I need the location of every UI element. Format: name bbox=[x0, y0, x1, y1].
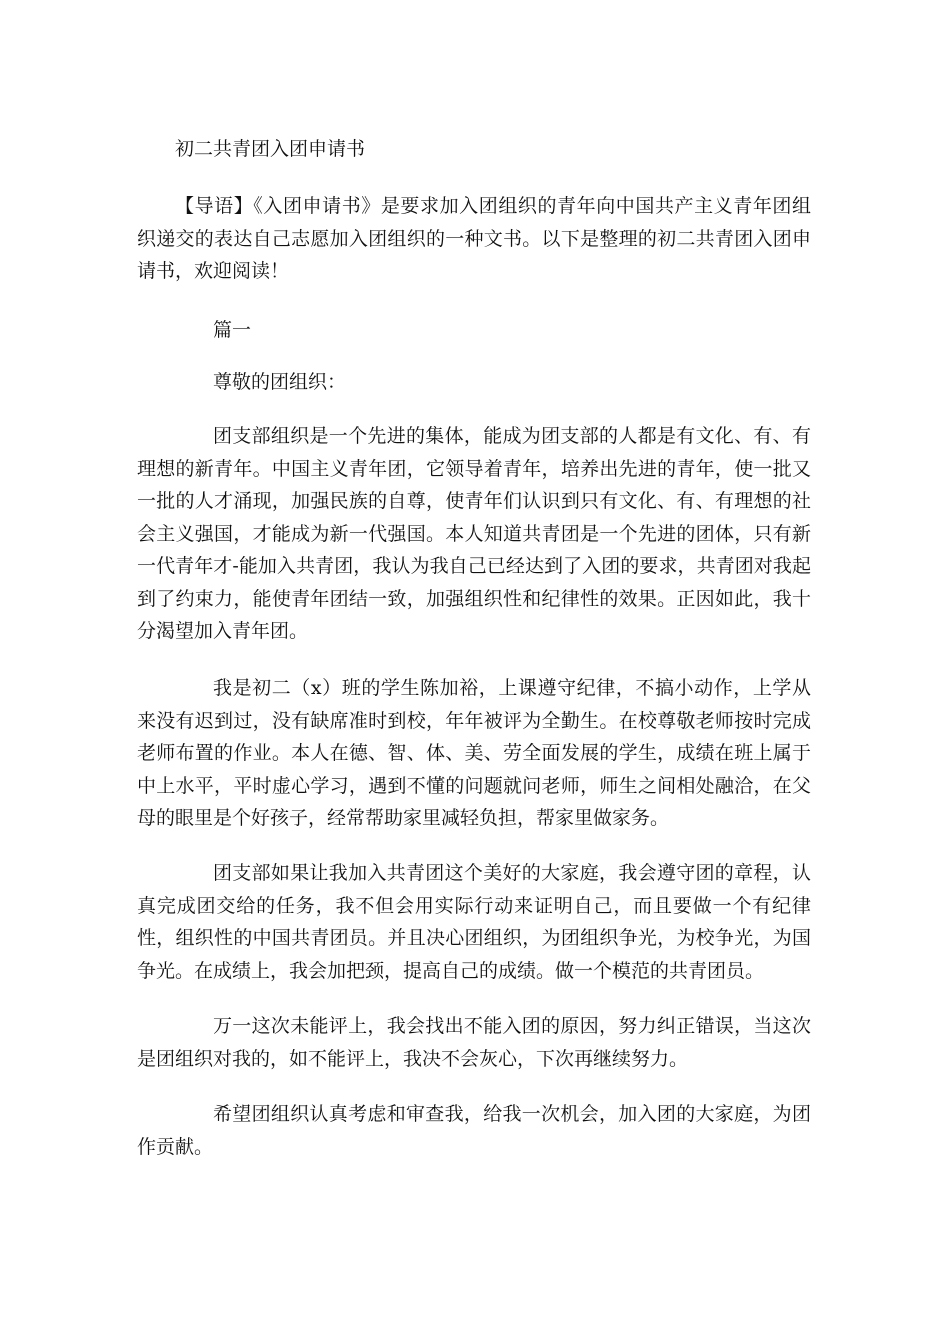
body-paragraph-2: 我是初二（x）班的学生陈加裕，上课遵守纪律，不搞小动作，上学从来没有迟到过，没有缺席准时到校，年年被评为全勤生。在校尊敬老师按时完成老师布置的作业。本人在德、智、体、美、劳全面发展的学生，成绩在班上属于中上水平，平时虚心学习，遇到不懂的问题就问老师，师生之间相处融洽，在父母的眼里是个好孩子，经常帮助家里减轻负担，帮家里做家务。 bbox=[137, 677, 811, 829]
document-title: 初二共青团入团申请书 bbox=[175, 138, 366, 160]
salutation: 尊敬的团组织： bbox=[213, 371, 347, 393]
intro-paragraph: 【导语】《入团申请书》是要求加入团组织的青年向中国共产主义青年团组织递交的表达自己志愿加入团组织的一种文书。以下是整理的初二共青团入团申请书，欢迎阅读！ bbox=[137, 195, 811, 282]
body-paragraph-1: 团支部组织是一个先进的集体，能成为团支部的人都是有文化、有、有理想的新青年。中国主义青年团，它领导着青年，培养出先进的青年，使一批又一批的人才涌现，加强民族的自尊，使青年们认识到只有文化、有、有理想的社会主义强国，才能成为新一代强国。本人知道共青团是一个先进的团体，只有新一代青年才-能加入共青团，我认为我自己已经达到了入团的要求，共青团对我起到了约束力，能使青年团结一致，加强组织性和纪律性的效果。正因如此，我十分渴望加入青年团。 bbox=[137, 425, 811, 642]
section-label: 篇一 bbox=[213, 319, 252, 341]
body-paragraph-3: 团支部如果让我加入共青团这个美好的大家庭，我会遵守团的章程，认真完成团交给的任务，我不但会用实际行动来证明自己，而且要做一个有纪律性，组织性的中国共青团员。并且决心团组织，为团组织争光，为校争光，为国争光。在成绩上，我会加把颈，提高自己的成绩。做一个模范的共青团员。 bbox=[137, 862, 811, 982]
body-paragraph-4: 万一这次未能评上，我会找出不能入团的原因，努力纠正错误，当这次是团组织对我的，如不能评上，我决不会灰心，下次再继续努力。 bbox=[137, 1015, 811, 1070]
body-paragraph-5: 希望团组织认真考虑和审查我，给我一次机会，加入团的大家庭，为团作贡献。 bbox=[137, 1103, 811, 1158]
